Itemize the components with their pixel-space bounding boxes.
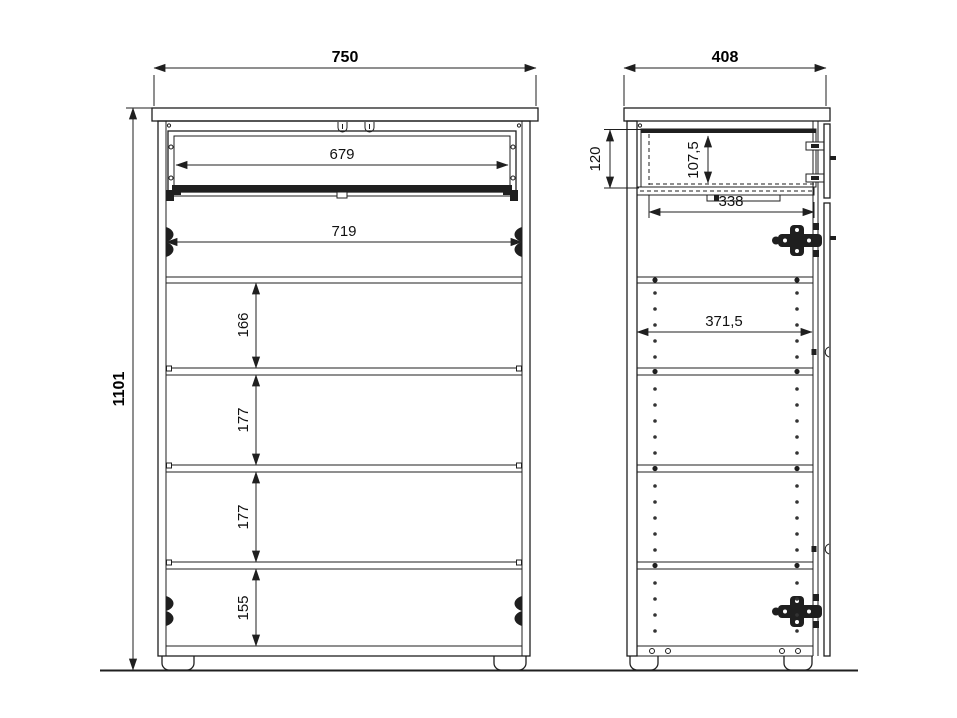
pin-hole [795, 629, 799, 633]
side-shelf [637, 465, 813, 472]
drawer-center-clip [337, 192, 347, 198]
hinge-cup-icon [166, 596, 174, 626]
shelf-pin [652, 369, 657, 374]
shelf-pin [652, 563, 657, 568]
hinge-tab [813, 594, 819, 601]
edge-tick [812, 349, 817, 355]
hinge-tab [813, 250, 819, 257]
side-hinge-top [772, 223, 822, 257]
pin-hole [795, 339, 799, 343]
drawer-box-height-label: 107,5 [685, 141, 702, 179]
pin-hole [795, 355, 799, 359]
drawer-front-peg [830, 156, 836, 160]
gap-1-label: 166 [235, 312, 252, 338]
pin-hole [795, 403, 799, 407]
pin-hole [795, 307, 799, 311]
door-notch [825, 347, 829, 357]
hinge-screw [795, 620, 800, 625]
drawer-runner-depth-label: 338 [718, 193, 744, 210]
drawer-screw [169, 145, 173, 149]
hinge-cup-icon [515, 596, 523, 626]
gap-4-label: 155 [235, 595, 252, 621]
pin-hole [795, 323, 799, 327]
front-connector-pin [811, 176, 819, 180]
side-drawer-front-panel [824, 124, 830, 198]
pin-hole [795, 500, 799, 504]
shelf-pin [794, 466, 799, 471]
shelf-clip [167, 560, 172, 565]
pin-hole [653, 387, 657, 391]
side-shelf [637, 368, 813, 375]
pin-hole [653, 613, 657, 617]
door-notch [825, 544, 829, 554]
pin-hole [795, 516, 799, 520]
front-dimensions [111, 49, 536, 670]
front-drawer [166, 131, 518, 201]
pin-hole [653, 323, 657, 327]
pin-hole [653, 629, 657, 633]
front-overall-height-label: 1101 [111, 371, 128, 407]
pin-hole [795, 597, 799, 601]
shelf-pin [794, 369, 799, 374]
pin-hole [653, 484, 657, 488]
drawer-screw [511, 145, 515, 149]
side-dowel [638, 124, 641, 127]
drawer-clear-width-label: 679 [329, 146, 355, 163]
pin-hole [653, 500, 657, 504]
hinge-screw [807, 238, 812, 243]
side-shelf [637, 562, 813, 569]
front-connector-pin [811, 144, 819, 148]
side-back-panel [627, 121, 637, 656]
pin-hole [653, 532, 657, 536]
hinge-screw [795, 249, 800, 254]
hinge-screw [783, 609, 788, 614]
pin-hole [795, 387, 799, 391]
shelf-clip [167, 463, 172, 468]
pin-hole [653, 516, 657, 520]
base-screw [666, 649, 671, 654]
hinge-knob [772, 237, 780, 245]
interior-width-label: 719 [331, 223, 357, 240]
pin-hole [653, 307, 657, 311]
drawer-screw [511, 176, 515, 180]
pin-hole [653, 597, 657, 601]
hinge-screw [783, 238, 788, 243]
pin-hole [653, 451, 657, 455]
shelf-clip [517, 366, 522, 371]
shelf-clip [517, 560, 522, 565]
shelf-pin [794, 277, 799, 282]
front-dowel-right [517, 124, 520, 127]
edge-tick [812, 546, 817, 552]
base-screw [796, 649, 801, 654]
front-dowel-left [167, 124, 170, 127]
front-overall-width-label: 750 [331, 49, 359, 66]
door-peg [830, 236, 836, 240]
hinge-knob [772, 608, 780, 616]
front-shelves [166, 366, 522, 569]
interior-depth-label: 371,5 [705, 313, 743, 330]
pin-hole [795, 548, 799, 552]
front-divider [166, 277, 522, 283]
pin-hole [653, 291, 657, 295]
pin-hole [795, 484, 799, 488]
pin-hole [653, 581, 657, 585]
shelf-pin [652, 277, 657, 282]
hinge-screw [807, 609, 812, 614]
front-top-panel [152, 108, 538, 121]
pin-hole [653, 339, 657, 343]
shelf-clip [517, 463, 522, 468]
hinge-tab [813, 223, 819, 230]
drawer-box-top-rail [641, 129, 816, 133]
pin-hole [795, 419, 799, 423]
hinge-tab [813, 621, 819, 628]
pin-hole [653, 403, 657, 407]
pin-hole [795, 291, 799, 295]
pin-hole [795, 613, 799, 617]
pin-hole [795, 451, 799, 455]
drawer-screw [169, 176, 173, 180]
pin-hole [653, 355, 657, 359]
side-top-panel [624, 108, 830, 121]
pin-hole [795, 435, 799, 439]
shelf [166, 562, 522, 569]
shelf [166, 465, 522, 472]
pin-hole [653, 435, 657, 439]
shelf [166, 368, 522, 375]
hinge-screw [795, 228, 800, 233]
side-drawer-box [637, 129, 824, 201]
gap-3-label: 177 [235, 504, 252, 530]
shelf-pin-holes [652, 277, 799, 632]
side-foot-right [784, 656, 812, 670]
side-foot-left [630, 656, 658, 670]
pin-hole [795, 532, 799, 536]
pin-hole [653, 419, 657, 423]
base-screw [780, 649, 785, 654]
front-carcass-outline [158, 121, 530, 656]
side-door-panel [824, 203, 830, 656]
front-foot-right [494, 656, 526, 670]
base-screw [650, 649, 655, 654]
pin-hole [795, 581, 799, 585]
shelf-pin [652, 466, 657, 471]
shelf-clip [167, 366, 172, 371]
drawer-box-outline [641, 129, 816, 187]
gap-2-label: 177 [235, 407, 252, 433]
side-overall-depth-label: 408 [711, 49, 739, 66]
side-divider [637, 277, 813, 283]
shelf-pin [794, 563, 799, 568]
drawer-front-height-label: 120 [587, 146, 604, 172]
front-foot-left [162, 656, 194, 670]
front-view [152, 108, 538, 670]
pin-hole [653, 548, 657, 552]
